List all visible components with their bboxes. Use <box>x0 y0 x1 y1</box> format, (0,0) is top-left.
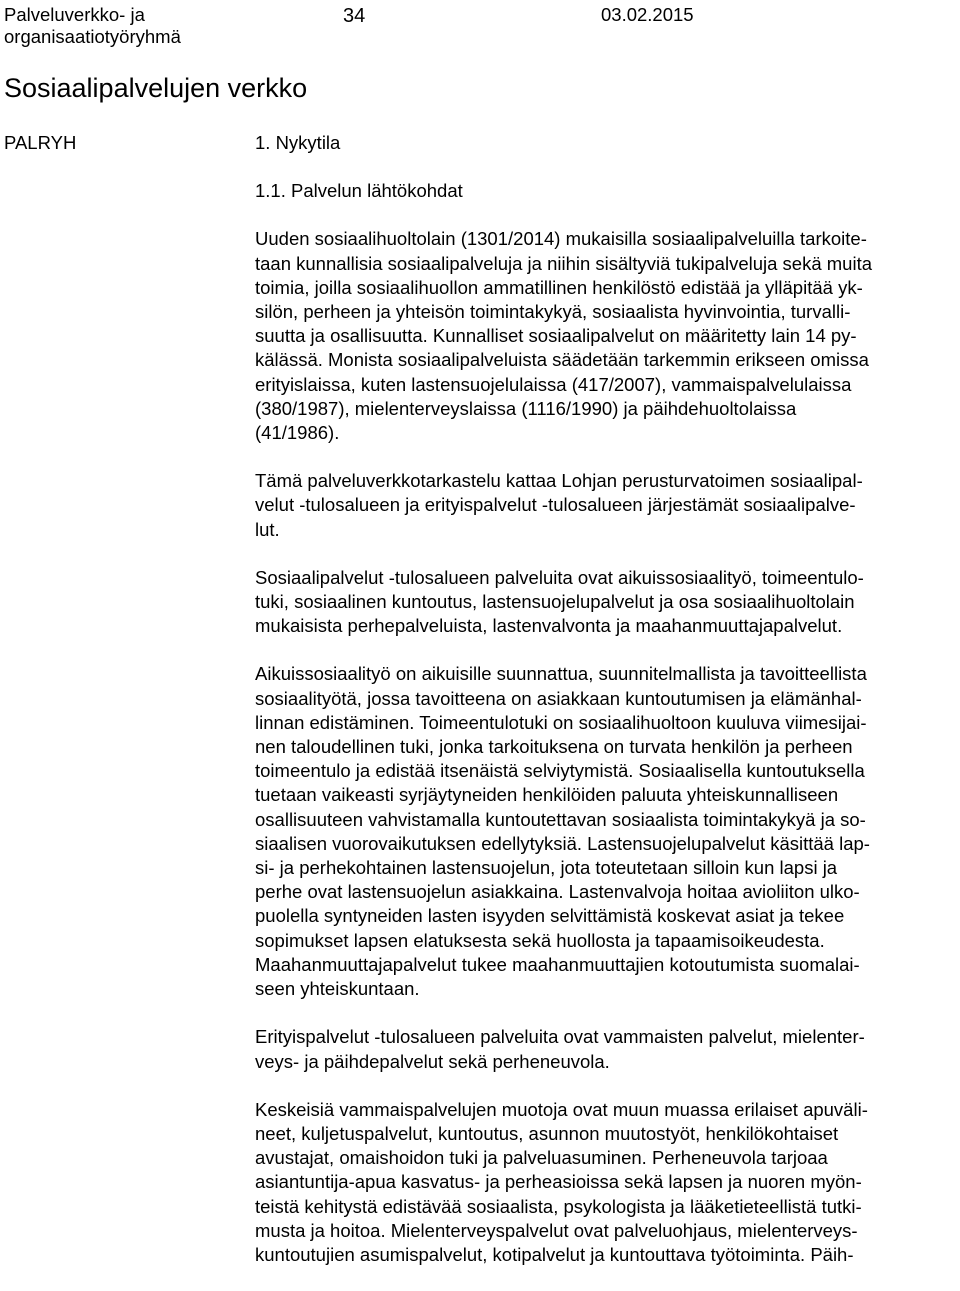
paragraph-line: velut -tulosalueen ja erityispalvelut -tulosalueen järjestämät sosiaalipalve- <box>255 494 856 516</box>
header-date: 03.02.2015 <box>601 4 694 25</box>
body-paragraph <box>255 1098 955 1267</box>
paragraph-line: Tämä palveluverkkotarkastelu kattaa Lohjan perusturvatoimen sosiaalipal- <box>255 470 863 492</box>
paragraph-line: suutta ja osallisuutta. Kunnalliset sosiaalipalvelut on määritetty lain 14 py- <box>255 325 857 347</box>
body-paragraph <box>255 662 955 1001</box>
paragraph-line: sopimukset lapsen elatuksesta sekä huollosta ja tapaamisoikeudesta. <box>255 929 825 951</box>
paragraph-line: musta ja hoitoa. Mielenterveyspalvelut ovat palveluohjaus, mielenterveys- <box>255 1219 858 1241</box>
page-header <box>4 4 944 46</box>
paragraph-line: perhe ovat lastensuojelun asiakkaina. Lastenvalvoja hoitaa avioliiton ulko- <box>255 881 860 903</box>
paragraph-line: lut. <box>255 518 280 540</box>
main-content <box>255 131 955 1291</box>
paragraph-line: tuetaan vaikeasti syrjäytyneiden henkilöiden paluuta yhteiskunnalliseen <box>255 784 839 806</box>
paragraph-line: mukaisista perhepalveluista, lastenvalvonta ja maahanmuuttajapalvelut. <box>255 615 843 637</box>
body-paragraph <box>255 1025 955 1073</box>
body-paragraph <box>255 566 955 639</box>
paragraph-line: erityislaissa, kuten lastensuojelulaissa (417/2007), vammaispalvelulaissa <box>255 373 852 395</box>
paragraph-line: puolella syntyneiden lasten isyyden selvittämistä koskevat asiat ja tekee <box>255 905 845 927</box>
paragraph-line: taan kunnallisia sosiaalipalveluja ja niihin sisältyviä tukipalveluja sekä muita <box>255 252 873 274</box>
paragraph-line: silön, perheen ja yhteisön toimintakykyä, sosiaalista hyvinvointia, turvalli- <box>255 301 851 323</box>
paragraph-line: toimeentulo ja edistää itsenäistä selviytymistä. Sosiaalisella kuntoutuksella <box>255 760 865 782</box>
paragraph-line: asiantuntija-apua kasvatus- ja perheasioissa sekä lapsen ja nuoren myön- <box>255 1171 862 1193</box>
paragraph-line: linnan edistäminen. Toimeentulotuki on sosiaalihuoltoon kuuluva viimesijai- <box>255 711 867 733</box>
paragraph-line: (41/1986). <box>255 422 340 444</box>
section-heading-nykytila: 1. Nykytila <box>255 132 341 153</box>
paragraph-line: Aikuissosiaalityö on aikuisille suunnattua, suunnitelmallista ja tavoitteellista <box>255 663 867 685</box>
paragraph-line: avustajat, omaishoidon tuki ja palveluasuminen. Perheneuvola tarjoaa <box>255 1147 828 1169</box>
paragraph-line: nen taloudellinen tuki, jonka tarkoituksena on turvata henkilön ja perheen <box>255 736 853 758</box>
paragraph-line: seen yhteiskuntaan. <box>255 978 420 1000</box>
paragraph-line: kälässä. Monista sosiaalipalveluista säädetään tarkemmin erikseen omissa <box>255 349 869 371</box>
paragraph-line: veys- ja päihdepalvelut sekä perheneuvola. <box>255 1050 610 1072</box>
body-paragraph <box>255 227 955 445</box>
paragraph-line: toimia, joilla sosiaalihuollon ammatillinen henkilöstö edistää ja ylläpitää yk- <box>255 276 863 298</box>
paragraph-line: siaalisen vuorovaikutuksen edellytyksiä. Lastensuojelupalvelut käsittää lap- <box>255 832 870 854</box>
paragraph-line: tuki, sosiaalinen kuntoutus, lastensuojelupalvelut ja osa sosiaalihuoltolain <box>255 591 855 613</box>
paragraph-line: neet, kuljetuspalvelut, kuntoutus, asunnon muutostyöt, henkilökohtaiset <box>255 1122 839 1144</box>
paragraph-line: si- ja perhekohtainen lastensuojelun, jota toteutetaan silloin kun lapsi ja <box>255 857 838 879</box>
paragraph-line: (380/1987), mielenterveyslaissa (1116/1990) ja päihdehuoltolaissa <box>255 397 797 419</box>
paragraph-line: Keskeisiä vammaispalvelujen muotoja ovat muun muassa erilaiset apuväli- <box>255 1098 868 1120</box>
header-page-number: 34 <box>343 5 366 27</box>
body-paragraph <box>255 469 955 542</box>
header-organization: Palveluverkko- ja organisaatiotyöryhmä <box>4 4 181 47</box>
section-heading-lahtokohdat: 1.1. Palvelun lähtökohdat <box>255 180 463 202</box>
paragraph-line: kuntoutujien asumispalvelut, kotipalvelut ja kuntouttava työtoiminta. Päih- <box>255 1243 854 1265</box>
paragraph-line: sosiaalityötä, jossa tavoitteena on asiakkaan kuntoutumisen ja elämänhal- <box>255 687 862 709</box>
document-title: Sosiaalipalvelujen verkko <box>4 73 308 103</box>
body-paragraphs <box>255 227 955 1267</box>
side-label: PALRYH <box>4 132 77 153</box>
paragraph-line: osallisuuteen vahvistamalla kuntoutettavan sosiaalista toimintakykyä ja so- <box>255 808 866 830</box>
paragraph-line: Maahanmuuttajapalvelut tukee maahanmuuttajien kotoutumista suomalai- <box>255 953 860 975</box>
paragraph-line: teistä kehitystä edistävää sosiaalista, psykologista ja lääketieteellistä tutki- <box>255 1195 862 1217</box>
paragraph-line: Erityispalvelut -tulosalueen palveluita ovat vammaisten palvelut, mielenter- <box>255 1026 865 1048</box>
paragraph-line: Uuden sosiaalihuoltolain (1301/2014) mukaisilla sosiaalipalveluilla tarkoite- <box>255 228 867 250</box>
paragraph-line: Sosiaalipalvelut -tulosalueen palveluita ovat aikuissosiaalityö, toimeentulo- <box>255 566 864 588</box>
